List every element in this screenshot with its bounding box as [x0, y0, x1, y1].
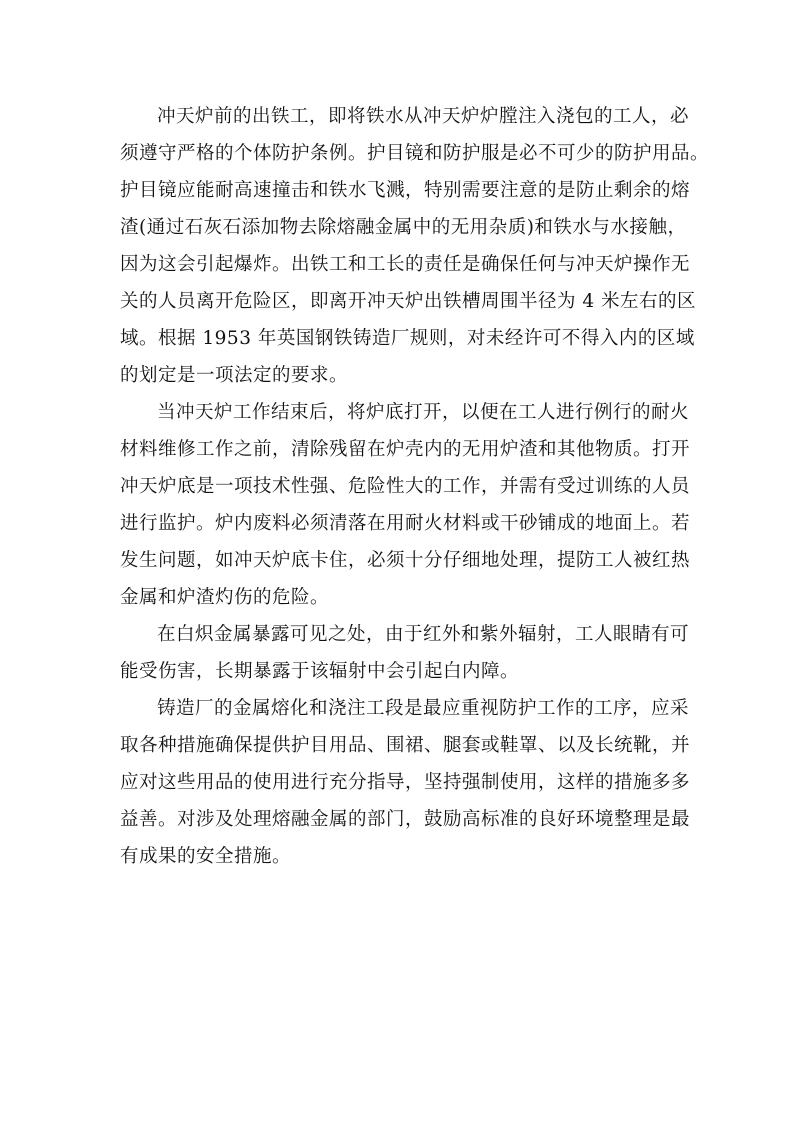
text-line: 有成果的安全措施。 [120, 846, 292, 867]
text-line: 的划定是一项法定的要求。 [120, 365, 349, 386]
text-line: 冲天炉前的出铁工，即将铁水从冲天炉炉膛注入浇包的工人，必 [157, 106, 690, 127]
text-line: 护目镜应能耐高速撞击和铁水飞溅，特别需要注意的是防止剩余的熔 [120, 180, 691, 201]
text-line: 铸造厂的金属熔化和浇注工段是最应重视防护工作的工序，应采 [157, 698, 690, 719]
text-line: 在白炽金属暴露可见之处，由于红外和紫外辐射，工人眼睛有可 [157, 624, 690, 645]
text-line: 进行监护。炉内废料必须清落在用耐火材料或干砂铺成的地面上。若 [120, 513, 691, 534]
text-line: 须遵守严格的个体防护条例。护目镜和防护服是必不可少的防护用品。 [120, 143, 710, 164]
text-line: 因为这会引起爆炸。出铁工和工长的责任是确保任何与冲天炉操作无 [120, 254, 691, 275]
text-line: 益善。对涉及处理熔融金属的部门，鼓励高标准的良好环境整理是最 [120, 809, 691, 830]
text-line: 渣(通过石灰石添加物去除熔融金属中的无用杂质)和铁水与水接触， [120, 217, 687, 238]
text-line: 冲天炉底是一项技术性强、危险性大的工作，并需有受过训练的人员 [120, 476, 691, 497]
text-line: 材料维修工作之前，清除残留在炉壳内的无用炉渣和其他物质。打开 [120, 439, 691, 460]
text-line: 当冲天炉工作结束后，将炉底打开，以便在工人进行例行的耐火 [157, 402, 690, 423]
text-line: 域。根据 1953 年英国钢铁铸造厂规则，对未经许可不得入内的区域 [120, 328, 695, 349]
text-line: 金属和炉渣灼伤的危险。 [120, 587, 330, 608]
text-line: 发生问题，如冲天炉底卡住，必须十分仔细地处理，提防工人被红热 [120, 550, 691, 571]
text-line: 取各种措施确保提供护目用品、围裙、腿套或鞋罩、以及长统靴，并 [120, 735, 691, 756]
text-line: 应对这些用品的使用进行充分指导，坚持强制使用，这样的措施多多 [120, 772, 691, 793]
text-line: 关的人员离开危险区，即离开冲天炉出铁槽周围半径为 4 米左右的区 [120, 291, 697, 312]
text-line: 能受伤害，长期暴露于该辐射中会引起白内障。 [120, 661, 520, 682]
